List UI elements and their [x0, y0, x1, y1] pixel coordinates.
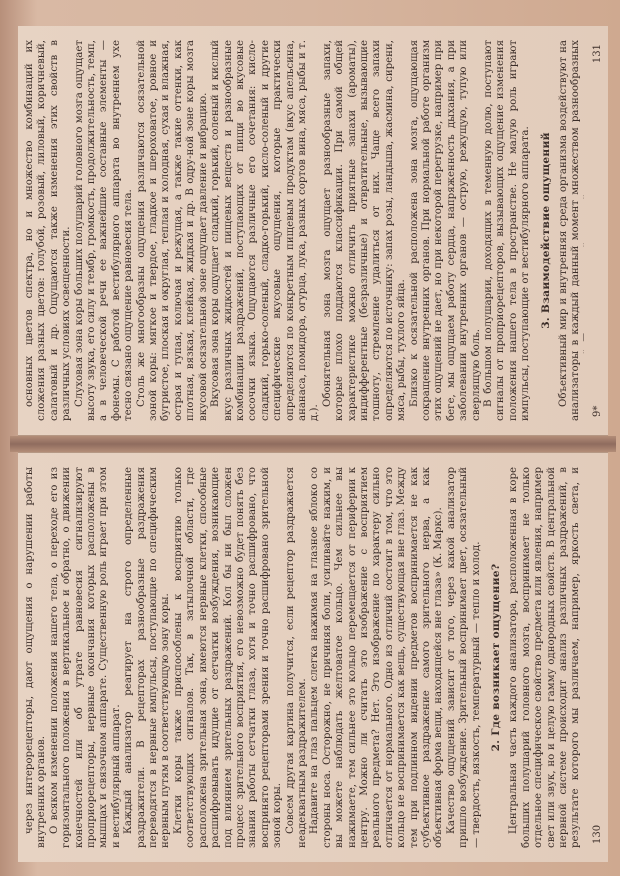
paragraph: Слуховая зона коры больших полушарий головного мозга ощущает высоту звука, его силу и тембр, громкость, продолжительность, темп, а в человеческой речи ее важнейшие составные элементы — фонемы. С работой вестибулярного аппарата во внутреннем ухе тесно связано ощущение равновесия тела. — [73, 40, 135, 421]
right-page-text — [24, 40, 584, 421]
page-number: 130 — [591, 824, 603, 844]
paragraph: через интерорецепторы, дают ощущения о нарушении работы внутренних органов. — [24, 467, 48, 848]
paragraph: Каждый анализатор реагирует на строго определенные раздражители. В рецепторах разнообразные раздражения переводятся в нервные импульсы, поступающие по специфическим нервным путям в соответствующую зону коры. — [123, 467, 172, 848]
paragraph: Столь же многообразны ощущения различаются осязательной зоной коры: мягкое и твердое, гладкое и шероховатое, ровное и бугристое, плоская и округлая, теплая и холодная, сухая и влажная, острая и тупая, колючая и режущая, а также такие оттенки, как плотная, вязкая, клейкая, жидкая и др. В одру-ной зоне коры мозга вкусовой осязательной зоне ощущает давление и вибрацию. — [135, 40, 209, 421]
left-page-text — [24, 467, 584, 848]
section-heading: 2. Где возникает ощущение? — [490, 563, 503, 752]
paragraph: Вкусовая зона коры ощущает сладкий, горький, соленый и кислый вкус различных жидкостей и пищевых веществ и разнообразные комбинации раздражений, поступающих от пищи во вкусовые сосочки языка. Ощущаются различные его сочетания: кисло-сладкий, горько-соленый, сладко-горький, кисло-соленый и другие специфические вкусовые ощущения, которые практически определяются по конкретным пищевым продуктам (вкус апельсина, ананаса, помидора, огурца, лука, разных сортов вина, мяса, рыбы и т. д.). — [210, 40, 321, 421]
paragraph: О всяком изменении положения нашего тела, о переходе его из горизонтального положения в вертикальное и обратно, о движении конечностей или об утрате равновесия сигнализируют проприорецепторы, нервные окончания которых расположены в мышцах и связочном аппарате. Существенную роль играет при этом и вестибулярный аппарат. — [48, 467, 122, 848]
paragraph: Совсем другая картина получится, если рецептор раздражается неадекватным раздражителем. — [284, 467, 308, 848]
paragraph: Клетки коры также приспособлены к восприятию только соответствующих сигналов. Так, в затылочной области, где расположена зрительная зона, имеются нервные клетки, способные расшифровывать идущие от сетчатки возбуждения, возникающие под влиянием зрительных раздражений. Кол бы ни был сложен процесс зрительного восприятия, его невозможно будет понять без знания работы сетчатки глаза, хотя и точно расшифровано, что воспринято рецепторами зрения и точно расшифровано зрительной зоной коры. — [172, 467, 284, 848]
left-page — [18, 452, 608, 862]
paragraph: Надавите на глаз пальцем слегка нажимая на глазное яблоко со стороны носа. Осторожно, не причиняя боли, усиливайте нажим, и вы можете наблюдать желтоватое кольцо. Чем сильнее вы нажимаете, тем сильнее это кольцо перемещается от периферии к центру. Можно ли считать это изображение с восприятием реального предмета? Нет. Это изображение по характеру сильно отличается от нормального. Одно из отличий состоит в том, что это кольцо не воспринимается как вещь, существующая вне глаз. Между тем при подлинном видении предметов воспринимается не как субъективное раздражение самого зрительного нерва, а как объективная форма вещи, находящейся вне глаза» (К. Маркс). — [309, 467, 445, 848]
paragraph: Объективный мир и внутренняя среда организма воздействуют на анализаторы в каждый данный момент множеством разнообразных — [558, 40, 582, 421]
paragraph: Центральная часть каждого анализатора, расположенная в коре больших полушарий головного мозга, воспринимает не только отдельное специфическое свойство предмета или явления, например свет или звук, но и целую гамму однородных свойств. В центральной нервной системе происходит анализ различных раздражений, в результате которого мы различаем, например, яркость света, и — [508, 467, 582, 848]
paragraph: основных цветов спектра, но и множество комбинаций их сложения разных цветов: голубой, розовый, лиловый, коричневый, салатовый и др. Ощущаются также изменения этих свойств в различных условиях освещенности. — [24, 40, 73, 421]
paragraph: Близко к осязательной расположена зона мозга, ощущающая сокращение внутренних органов. При нормальной работе организм этих ощущений не дает, но при некоторой перегрузке, например при беге, мы ощущаем работу сердца, напряженность дыхания, а при заболевании внутренних органов — острую, режущую, тупую или сверлящую боль. — [408, 40, 482, 421]
paragraph: Качество ощущений зависит от того, через какой анализатор пришло возбуждение. Зрительный воспринимает цвет, осязательный — твердость, вязкость, температурный — тепло и холод. — [445, 467, 482, 848]
book-gutter — [10, 436, 616, 452]
page-number: 131 — [591, 44, 603, 64]
paragraph: В большом полушарии, доходящих в теменную долю, поступают сигналы от проприорецепторов, вызывающих ощущение изменения положения нашего тела в пространстве. Не малую роль играют импульсы, поступающие от вестибулярного аппарата. — [483, 40, 532, 421]
printer-signature: 9* — [591, 405, 603, 417]
paragraph: Обонятельная зона мозга ощущает разнообразные запахи, которые плохо поддаются классификации. При самой общей характеристике можно отличить приятные запахи (ароматы), индифферентные (безразличные) и отвратительные, вызывающие тошноту, стремление удалиться от них. Чаще всего запахи определяются по источнику: запах розы, ландыша, жасмина, сирени, мяса, рыбы, тухлого яйца. — [321, 40, 408, 421]
right-page — [18, 26, 608, 436]
section-heading: 3. Взаимодействие ощущений — [539, 132, 552, 329]
